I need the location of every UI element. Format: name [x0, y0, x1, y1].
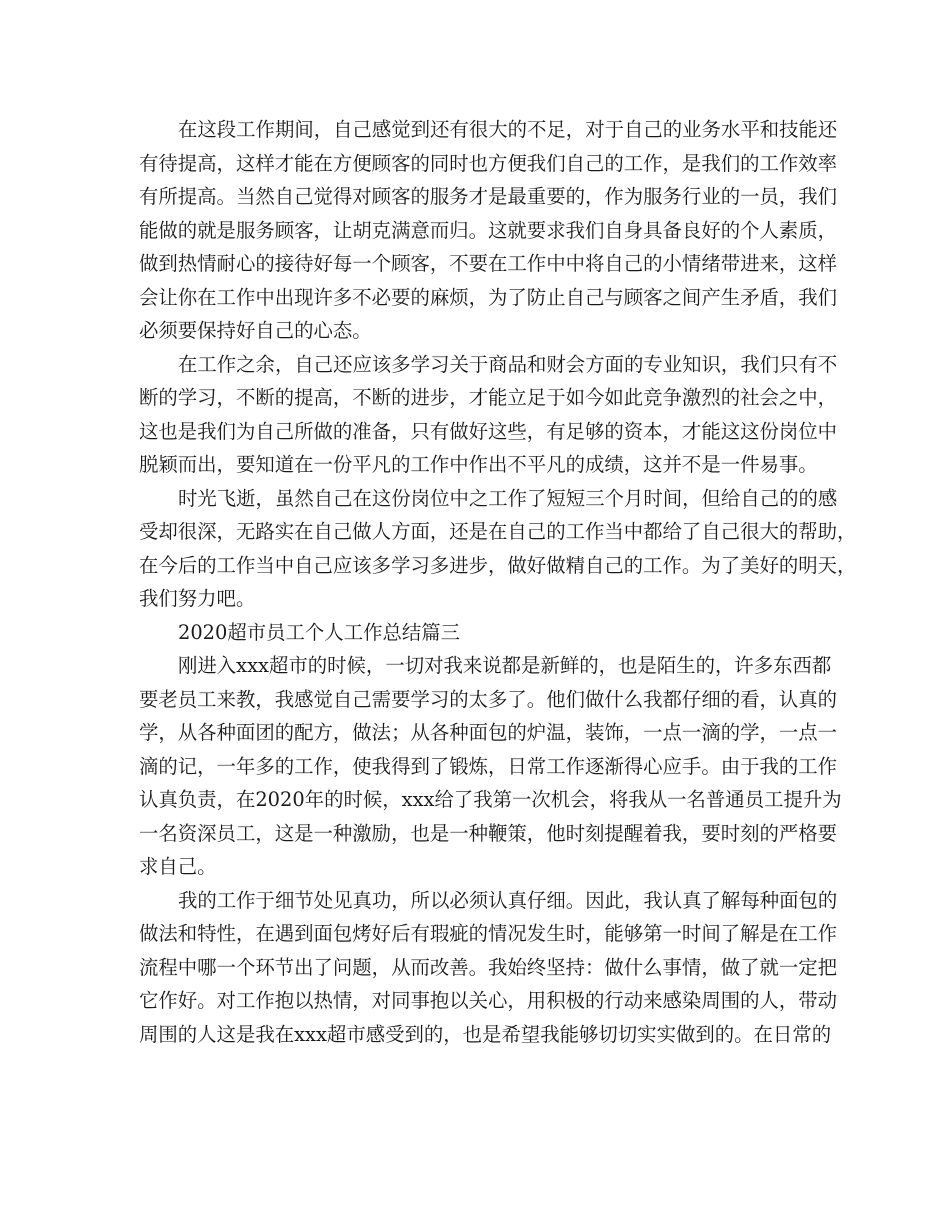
- paragraph-line: 在工作之余，自己还应该多学习关于商品和财会方面的专业知识，我们只有不: [178, 352, 838, 376]
- section-heading: [139, 616, 815, 650]
- paragraph-2: [139, 348, 838, 482]
- paragraph-line: 做到热情耐心的接待好每一个顾客，不要在工作中中将自己的小情绪带进来，这样: [139, 252, 838, 275]
- paragraph-line: 周围的人这是我在xxx超市感受到的，也是希望我能够切切实实做到的。在日常的: [139, 1022, 832, 1046]
- paragraph-line: 时光飞逝，虽然自己在这份岗位中之工作了短短三个月时间，但给自己的的感: [178, 486, 838, 510]
- paragraph-line: 脱颖而出，要知道在一份平凡的工作中作出不平凡的成绩，这并不是一件易事。: [139, 453, 818, 476]
- paragraph-line: 滴的记，一年多的工作，使我得到了锻炼，日常工作逐渐得心应手。由于我的工作: [139, 754, 838, 778]
- paragraph-line: 流程中哪一个环节出了问题，从而改善。我始终坚持：做什么事情，做了就一定把: [139, 955, 838, 979]
- paragraph-line: 在今后的工作当中自己应该多学习多进步，做好做精自己的工作。为了美好的明天，: [139, 553, 857, 577]
- paragraph-line: 断的学习，不断的提高，不断的进步，才能立足于如今如此竞争激烈的社会之中，: [139, 386, 838, 409]
- paragraph-line: 能做的就是服务顾客，让胡克满意而归。这就要求我们自身具备良好的个人素质，: [139, 218, 838, 242]
- paragraph-line: 受却很深，无路实在自己做人方面，还是在自己的工作当中都给了自己很大的帮助，: [139, 520, 857, 543]
- paragraph-line: 学，从各种面团的配方，做法；从各种面包的炉温，装饰，一点一滴的学，一点一: [139, 721, 838, 744]
- paragraph-line: 这也是我们为自己所做的准备，只有做好这些，有足够的资本，才能这这份岗位中: [139, 419, 838, 443]
- paragraph-3: [139, 482, 857, 616]
- paragraph-4: [139, 649, 842, 884]
- paragraph-line: 必须要保持好自己的心态。: [139, 319, 372, 342]
- paragraph-line: 认真负责，在2020年的时候，xxx给了我第一次机会，将我从一名普通员工提升为: [139, 788, 842, 811]
- paragraph-line: 我们努力吧。: [139, 587, 256, 610]
- paragraph-line: 做法和特性，在遇到面包烤好后有瑕疵的情况发生时，能够第一时间了解是在工作: [139, 922, 838, 945]
- section-heading-text: 2020超市员工个人工作总结篇三: [178, 620, 461, 644]
- paragraph-line: 我的工作于细节处见真功，所以必须认真仔细。因此，我认真了解每种面包的: [178, 888, 838, 912]
- paragraph-line: 在这段工作期间，自己感觉到还有很大的不足，对于自己的业务水平和技能还: [178, 118, 838, 141]
- paragraph-line: 有待提高，这样才能在方便顾客的同时也方便我们自己的工作，是我们的工作效率: [139, 151, 838, 175]
- paragraph-line: 有所提高。当然自己觉得对顾客的服务才是最重要的，作为服务行业的一员，我们: [139, 185, 838, 208]
- paragraph-line: 会让你在工作中出现许多不必要的麻烦，为了防止自己与顾客之间产生矛盾，我们: [139, 285, 838, 309]
- paragraph-line: 一名资深员工，这是一种激励，也是一种鞭策，他时刻提醒着我，要时刻的严格要: [139, 821, 838, 845]
- paragraph-line: 要老员工来教，我感觉自己需要学习的太多了。他们做什么我都仔细的看，认真的: [139, 687, 838, 711]
- paragraph-line: 求自己。: [139, 855, 217, 878]
- paragraph-line: 刚进入xxx超市的时候，一切对我来说都是新鲜的，也是陌生的，许多东西都: [178, 654, 832, 677]
- paragraph-line: 它作好。对工作抱以热情，对同事抱以关心，用积极的行动来感染周围的人，带动: [139, 989, 838, 1012]
- document-body: [139, 113, 857, 1051]
- paragraph-5: [139, 884, 838, 1052]
- paragraph-1: [139, 113, 838, 348]
